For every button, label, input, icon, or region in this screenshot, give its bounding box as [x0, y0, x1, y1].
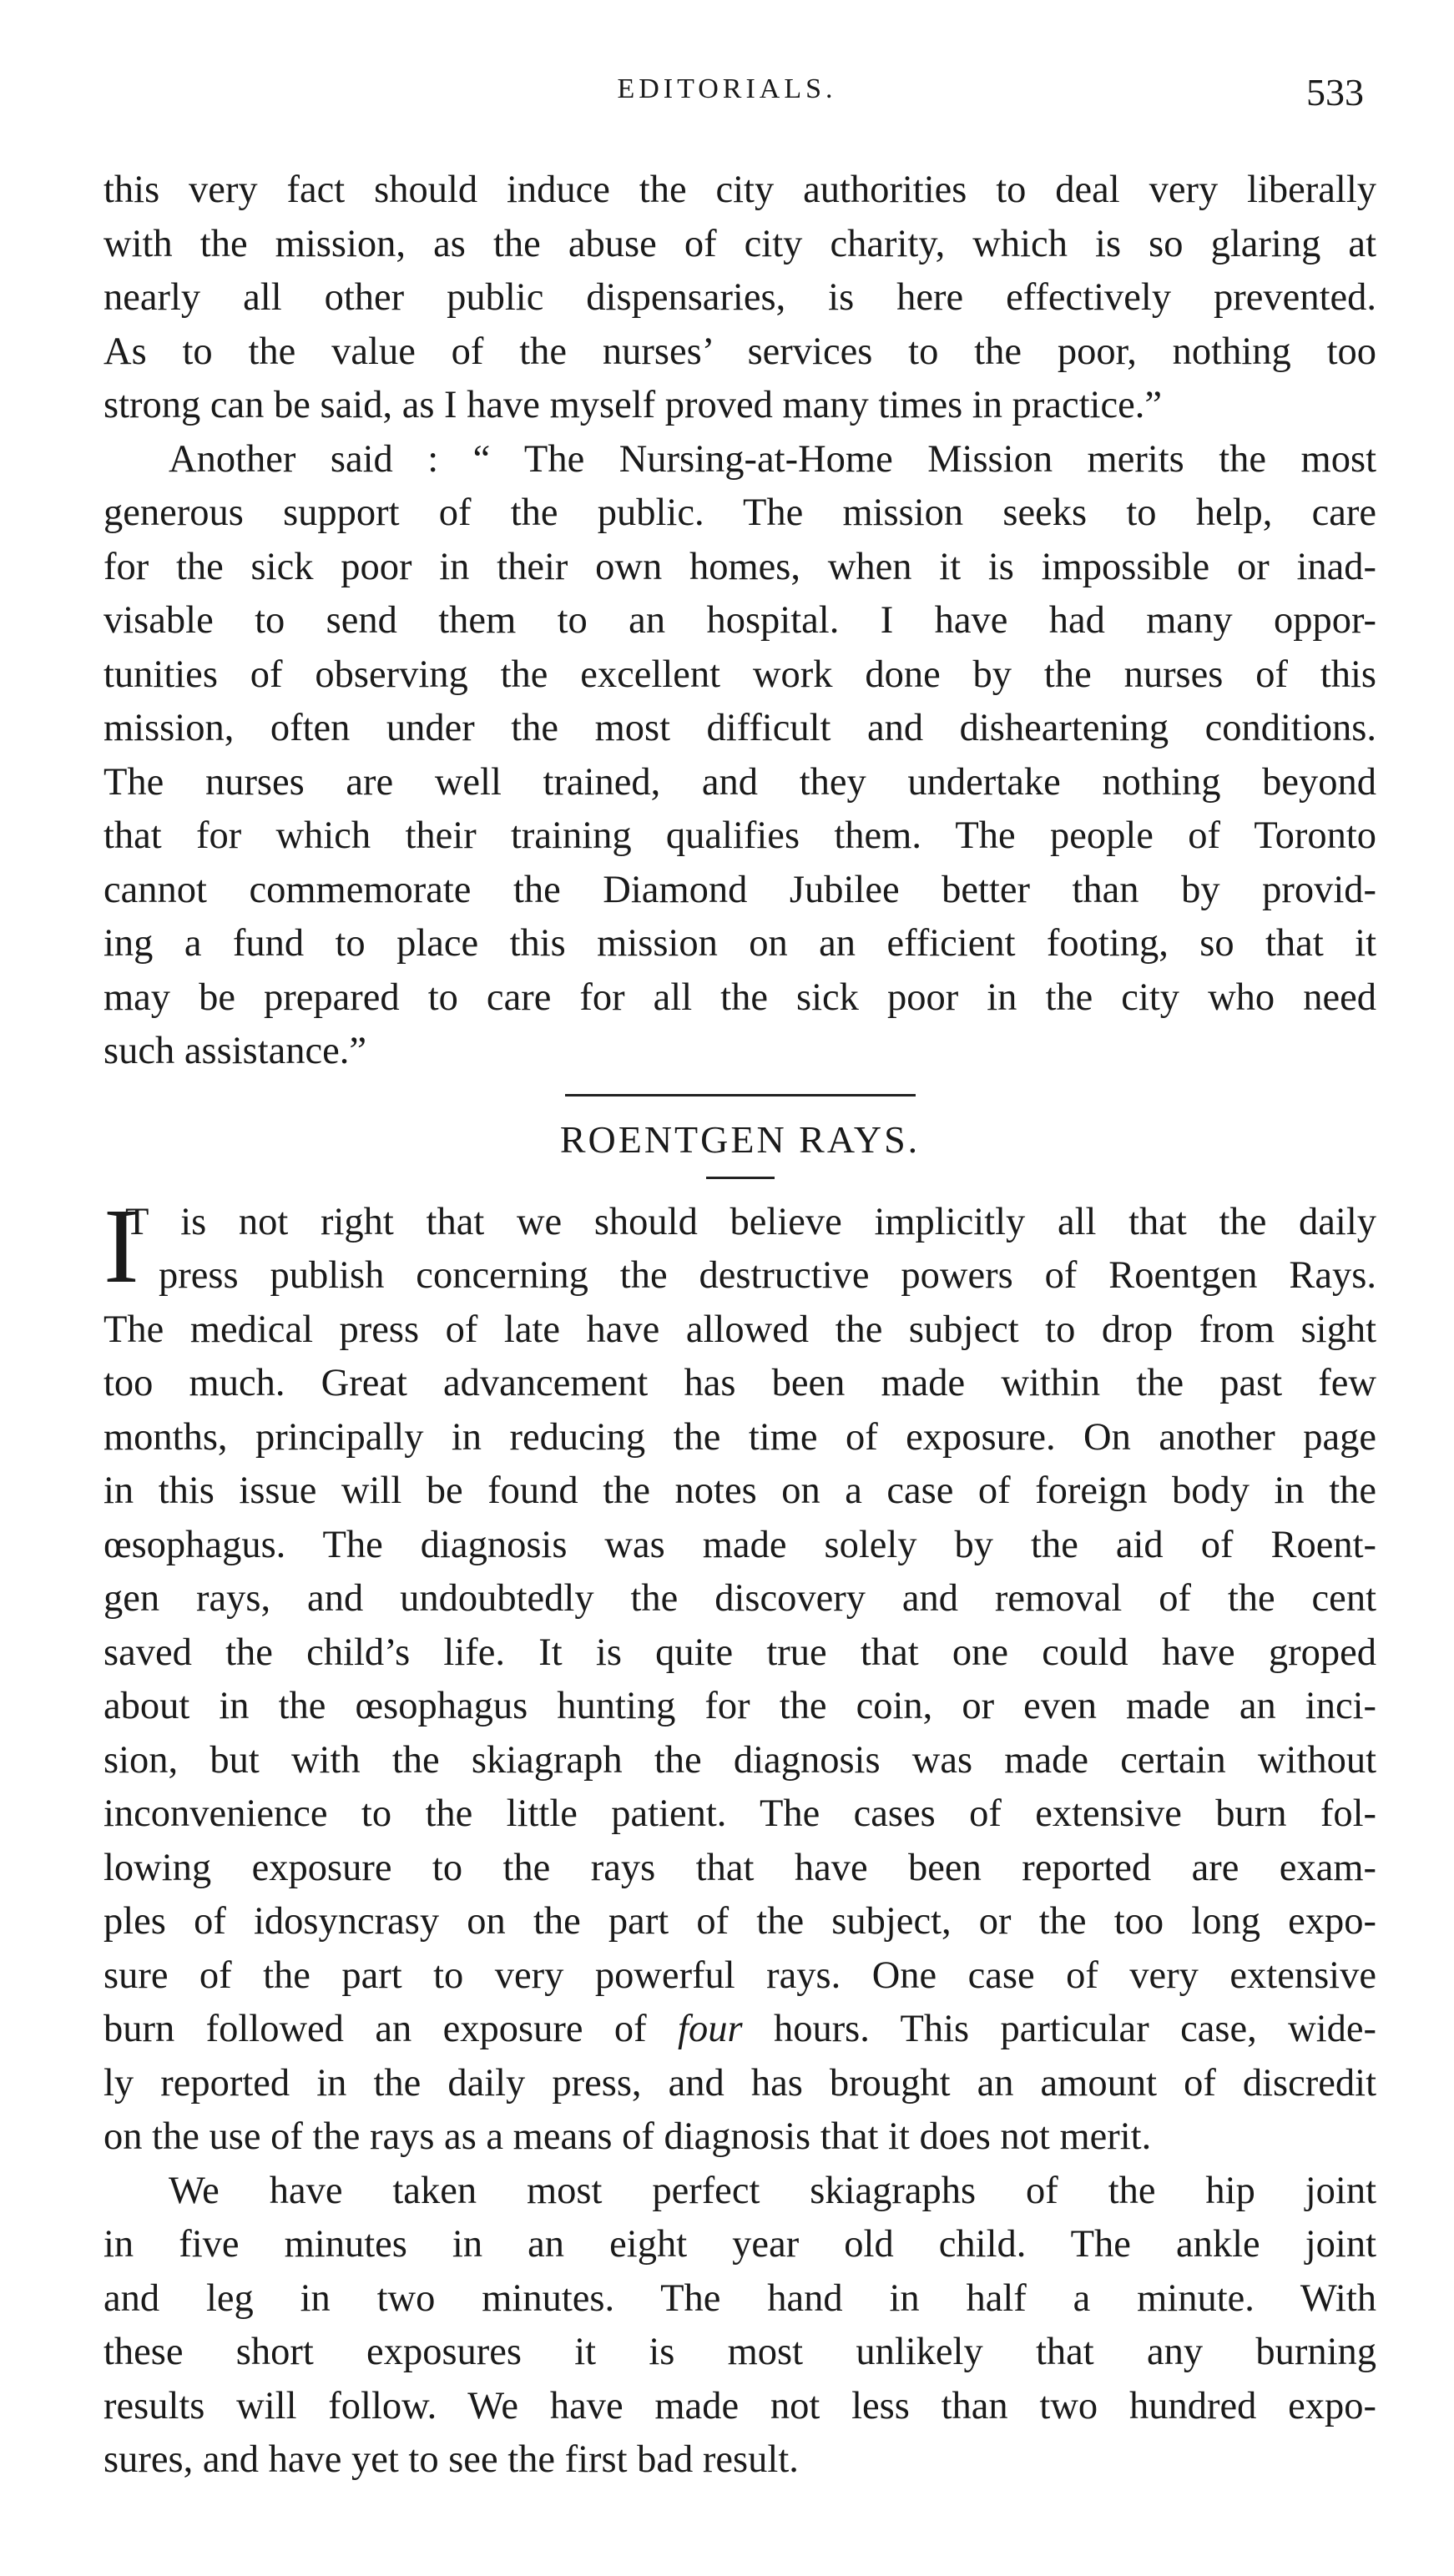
- heading-underline-rule: [706, 1177, 775, 1179]
- page-number: 533: [1306, 71, 1364, 113]
- text-line: and leg in two minutes. The hand in half a minute. With: [103, 2276, 1376, 2320]
- paragraph-skiagraphs: [103, 2165, 1376, 2488]
- section-divider-rule: [565, 1094, 916, 1096]
- text-line: sion, but with the skiagraph the diagnosis was made certain without: [103, 1738, 1376, 1782]
- text-line-with-italic: [103, 2003, 1376, 2057]
- text-line: on the use of the rays as a means of diagnosis that it does not merit.: [103, 2115, 1152, 2158]
- text-line: months, principally in reducing the time of exposure. On another page: [103, 1415, 1376, 1459]
- text-line: gen rays, and undoubtedly the discovery and removal of the cent: [103, 1577, 1376, 1620]
- text-line: Another said : “ The Nursing-at-Home Mission merits the most: [169, 437, 1376, 481]
- text-line: too much. Great advancement has been made within the past few: [103, 1362, 1376, 1404]
- text-line: that for which their training qualifies them. The people of Toronto: [103, 814, 1376, 857]
- text-line: cannot commemorate the Diamond Jubilee better than by provid-: [103, 868, 1376, 911]
- paragraph-quote: [103, 433, 1376, 1079]
- text-line: T is not right that we should believe implicitly all that the daily: [125, 1200, 1376, 1243]
- text-line: strong can be said, as I have myself proved many times in practice.”: [103, 384, 1162, 426]
- text-column: [103, 164, 1376, 2488]
- text-line: for the sick poor in their own homes, when it is impossible or inad-: [103, 545, 1376, 588]
- text-run: hours. This particular case, wide-: [742, 2008, 1376, 2050]
- text-line: nearly all other public dispensaries, is here effectively prevented.: [103, 276, 1376, 319]
- text-line: ly reported in the daily press, and has brought an amount of discredit: [103, 2061, 1376, 2105]
- running-head: [0, 70, 1454, 120]
- text-line: tunities of observing the excellent work done by the nurses of this: [103, 653, 1376, 696]
- paragraph-roentgen: [103, 1186, 1376, 2165]
- text-line: inconvenience to the little patient. The cases of extensive burn fol-: [103, 1792, 1376, 1835]
- text-line: As to the value of the nurses’ services to the poor, nothing too: [103, 330, 1376, 373]
- paragraph-continued: [103, 164, 1376, 433]
- text-line: generous support of the public. The mission seeks to help, care: [103, 492, 1376, 534]
- text-line: mission, often under the most difficult and disheartening conditions.: [103, 707, 1376, 749]
- text-line: these short exposures it is most unlikely that any burning: [103, 2331, 1376, 2373]
- text-line: visable to send them to an hospital. I have had many oppor-: [103, 599, 1376, 642]
- text-line: We have taken most perfect skiagraphs of the hip joint: [169, 2169, 1376, 2212]
- text-line: this very fact should induce the city authorities to deal very liberally: [103, 169, 1376, 211]
- section-heading: ROENTGEN RAYS.: [559, 1117, 921, 1161]
- text-line: saved the child’s life. It is quite true that one could have groped: [103, 1631, 1376, 1674]
- text-run: burn followed an exposure of: [103, 2008, 679, 2050]
- text-line: ing a fund to place this mission on an efficient footing, so that it: [103, 922, 1376, 965]
- text-line: may be prepared to care for all the sick poor in the city who need: [103, 975, 1376, 1019]
- running-title: EDITORIALS.: [617, 73, 837, 104]
- drop-cap: I: [103, 1186, 139, 1305]
- text-line: The nurses are well trained, and they undertake nothing beyond: [103, 760, 1376, 804]
- text-line: in five minutes in an eight year old child. The ankle joint: [103, 2223, 1376, 2266]
- text-line: sures, and have yet to see the first bad result.: [103, 2438, 799, 2481]
- text-line: about in the œsophagus hunting for the coin, or even made an inci-: [103, 1685, 1376, 1727]
- text-line: œsophagus. The diagnosis was made solely by the aid of Roent-: [103, 1523, 1376, 1566]
- text-line: such assistance.”: [103, 1030, 367, 1072]
- text-line: lowing exposure to the rays that have been reported are exam-: [103, 1846, 1376, 1889]
- text-line: in this issue will be found the notes on a case of foreign body in the: [103, 1469, 1376, 1512]
- text-line: ples of idosyncrasy on the part of the subject, or the too long expo-: [103, 1900, 1376, 1943]
- italic-word: four: [678, 2008, 743, 2050]
- text-line: press publish concerning the destructive powers of Roentgen Rays.: [159, 1254, 1376, 1297]
- text-line: with the mission, as the abuse of city charity, which is so glaring at: [103, 222, 1376, 265]
- text-line: results will follow. We have made not less than two hundred expo-: [103, 2384, 1376, 2427]
- text-line: The medical press of late have allowed the subject to drop from sight: [103, 1308, 1376, 1351]
- text-line: sure of the part to very powerful rays. One case of very extensive: [103, 1953, 1376, 1997]
